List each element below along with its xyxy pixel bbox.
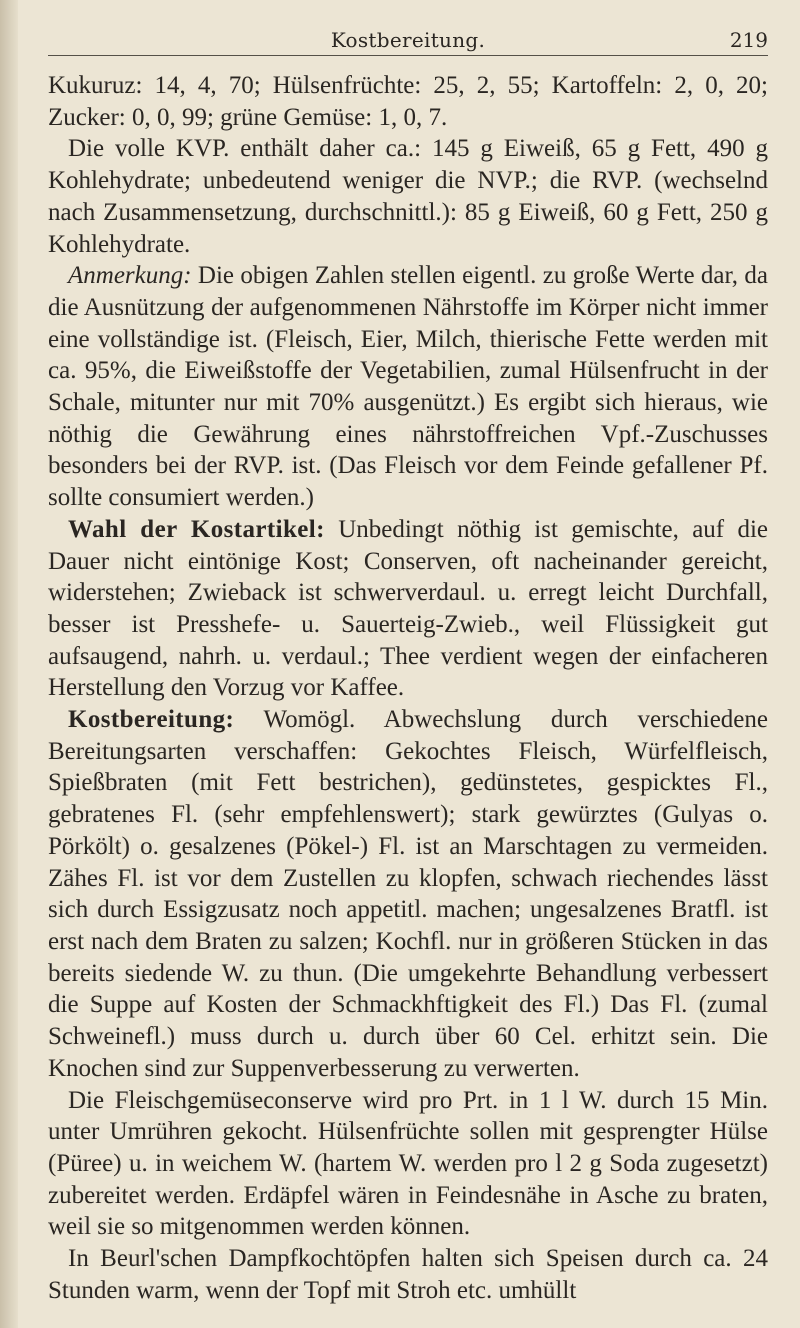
page-gutter-shadow — [0, 0, 18, 1328]
note-label: Anmerkung: — [68, 262, 192, 290]
note-text: Die obigen Zahlen stellen eigentl. zu große Werte dar, da die Ausnützung der aufgenommenen Nährstoffe im Körper nicht immer eine vollständige ist. (Fleisch, Eier, Milch, thierische Fette werden mit ca. 95%, die Eiweißstoffe der Vegetabilien, zumal Hülsenfrucht in der Schale, mitunter nur mit 70% ausgenützt.) Es ergibt sich hieraus, wie nöthig die Gewährung eines nährstoffreichen Vpf.-Zuschusses besonders bei der RVP. ist. (Das Fleisch vor dem Feinde gefallener Pf. sollte consumiert werden.) — [48, 262, 768, 512]
page-body — [48, 70, 768, 1306]
section-heading-food-preparation: Kostbereitung: — [68, 706, 235, 734]
paragraph-ration-totals: Die volle KVP. enthält daher ca.: 145 g Eiweiß, 65 g Fett, 490 g Kohlehydrate; unbedeutend weniger die NVP.; die RVP. (wechselnd nach Zusammensetzung, durchschnittl.): 85 g Eiweiß, 60 g Fett, 250 g Kohlehydrate. — [48, 135, 768, 258]
running-title: Kostbereitung. — [330, 28, 486, 52]
paragraph-conserves: Die Fleischgemüseconserve wird pro Prt. in 1 l W. durch 15 Min. unter Umrühren gekocht. Hülsenfrüchte sollen mit gesprengter Hülse (Püree) u. in weichem W. (hartem W. werden pro l 2 g Soda zugesetzt) zubereitet werden. Erdäpfel wären in Feindesnähe in Asche zu braten, weil sie so mitgenommen werden können. — [48, 1086, 768, 1241]
food-preparation-text: Womögl. Abwechslung durch verschiedene Bereitungsarten verschaffen: Gekochtes Fleisch, Würfelfleisch, Spießbraten (mit Fett bestrichen), gedünstetes, gespicktes Fl., gebratenes Fl. (sehr empfehlenswert); stark gewürztes (Gulyas o. Pörkölt) o. gesalzenes (Pökel-) Fl. ist an Marschtagen zu vermeiden. Zähes Fl. ist vor dem Zustellen zu klopfen, schwach riechendes lässt sich durch Essigzusatz noch appetitl. machen; ungesalzenes Bratfl. ist erst nach dem Braten zu salzen; Kochfl. nur in größeren Stücken in das bereits siedende W. zu thun. (Die umgekehrte Behandlung verbessert die Suppe auf Kosten der Schmackhftigkeit des Fl.) Das Fl. (zumal Schweinefl.) muss durch u. durch über 60 Cel. erhitzt sein. Die Knochen sind zur Suppenverbesserung zu verwerten. — [48, 706, 768, 1082]
paragraph-steam-pots: In Beurl'schen Dampfkochtöpfen halten sich Speisen durch ca. 24 Stunden warm, wenn der Topf mit Stroh etc. umhüllt — [48, 1245, 768, 1304]
header-rule — [48, 55, 768, 56]
running-header — [48, 0, 768, 58]
paragraph-note — [48, 260, 768, 514]
food-selection-text: Unbedingt nöthig ist gemischte, auf die Dauer nicht eintönige Kost; Conserven, oft nacheinander gereicht, widerstehen; Zwieback ist schwerverdaul. u. erregt leicht Durchfall, besser ist Presshefe- u. Sauerteig-Zwieb., weil Flüssigkeit gut aufsaugend, nahrh. u. verdaul.; Thee verdient wegen der einfacheren Herstellung den Vorzug vor Kaffee. — [48, 515, 769, 702]
book-page — [48, 0, 768, 1306]
paragraph-food-preparation — [48, 704, 768, 1084]
page-number: 219 — [729, 28, 768, 52]
paragraph-nutrient-values: Kukuruz: 14, 4, 70; Hülsenfrüchte: 25, 2, 55; Kartoffeln: 2, 0, 20; Zucker: 0, 0, 99; grüne Gemüse: 1, 0, 7. — [48, 72, 768, 131]
paragraph-food-selection — [48, 514, 768, 704]
section-heading-food-selection: Wahl der Kostartikel: — [68, 515, 325, 543]
